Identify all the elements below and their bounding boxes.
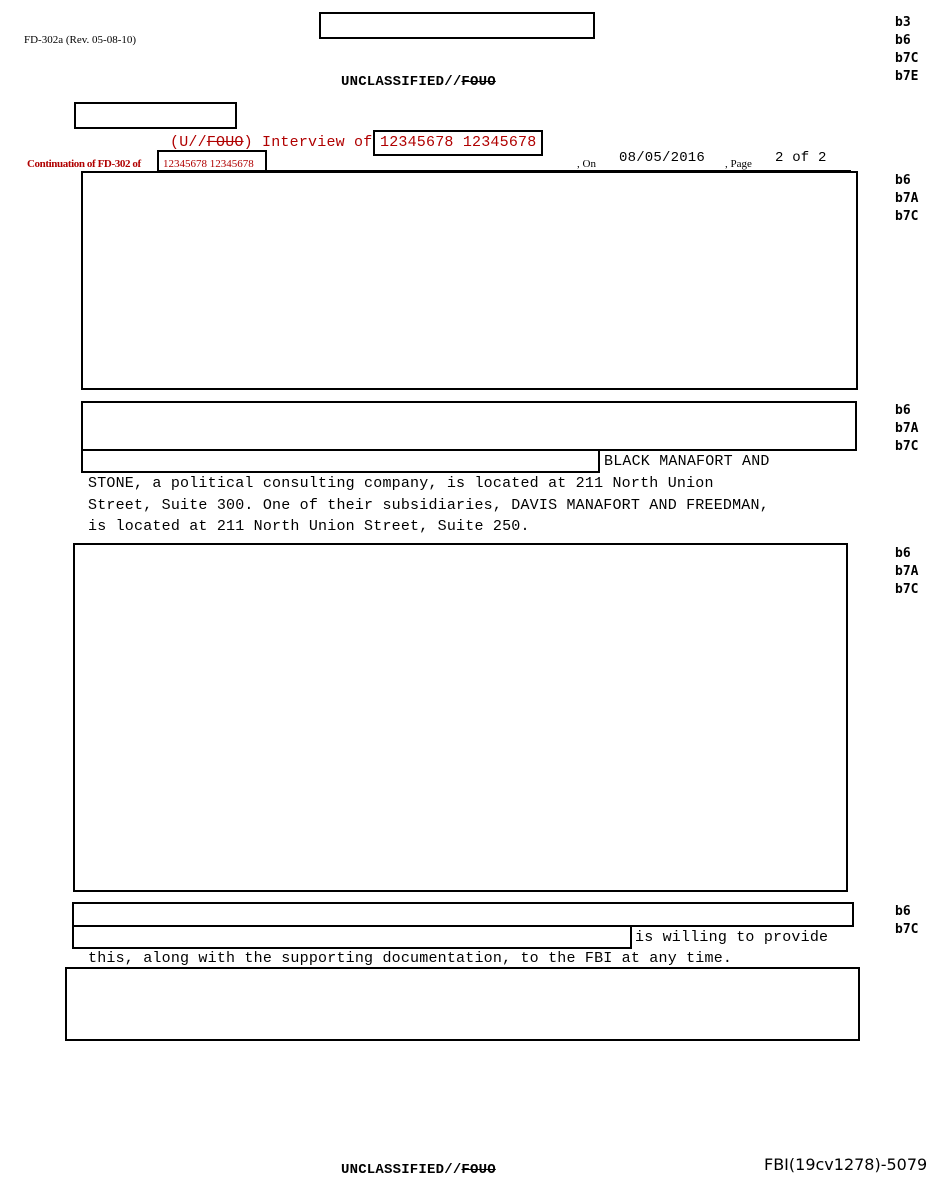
paragraph-2-line-2: this, along with the supporting documentation, to the FBI at any time. bbox=[88, 950, 733, 967]
continuation-on-label: , On bbox=[577, 158, 596, 170]
exemption-code: b7C bbox=[895, 922, 919, 937]
exemption-codes-section1 bbox=[895, 172, 918, 226]
interview-title bbox=[170, 134, 382, 151]
classification-footer bbox=[341, 1162, 496, 1178]
redaction-block-1 bbox=[81, 171, 858, 390]
exemption-code: b7C bbox=[895, 582, 919, 597]
exemption-code: b6 bbox=[895, 33, 911, 48]
continuation-label: Continuation of FD-302 of bbox=[27, 158, 141, 170]
exemption-code: b7A bbox=[895, 564, 919, 579]
exemption-code: b7C bbox=[895, 51, 919, 66]
exemption-code: b7C bbox=[895, 209, 919, 224]
exemption-codes-section3 bbox=[895, 545, 918, 599]
exemption-code: b7C bbox=[895, 439, 919, 454]
continuation-page-label: , Page bbox=[725, 158, 752, 170]
exemption-code: b7A bbox=[895, 191, 919, 206]
exemption-code: b6 bbox=[895, 173, 911, 188]
paragraph-1-line-1: BLACK MANAFORT AND bbox=[604, 453, 770, 470]
exemption-code: b7A bbox=[895, 421, 919, 436]
exemption-codes-section2 bbox=[895, 402, 918, 456]
exemption-code: b3 bbox=[895, 15, 911, 30]
exemption-codes-section4 bbox=[895, 903, 918, 939]
redaction-title-left bbox=[74, 102, 237, 129]
paragraph-1-line-2: STONE, a political consulting company, is located at 211 North Union bbox=[88, 475, 714, 492]
paragraph-1-line-3: Street, Suite 300. One of their subsidiaries, DAVIS MANAFORT AND FREEDMAN, bbox=[88, 497, 769, 514]
continuation-date: 08/05/2016 bbox=[619, 150, 706, 166]
continuation-subject-name: 12345678 12345678 bbox=[163, 158, 254, 170]
classification-prefix: UNCLASSIFIED// bbox=[341, 74, 462, 90]
redaction-header-top bbox=[319, 12, 595, 39]
redaction-block-2 bbox=[81, 401, 857, 451]
redaction-block-5 bbox=[65, 967, 860, 1041]
redaction-block-2b bbox=[81, 449, 600, 473]
paragraph-1-line-4: is located at 211 North Union Street, Suite 250. bbox=[88, 518, 530, 535]
exemption-code: b6 bbox=[895, 403, 911, 418]
exemption-code: b7E bbox=[895, 69, 919, 84]
exemption-code: b6 bbox=[895, 546, 911, 561]
paragraph-2-line-1: is willing to provide bbox=[635, 929, 829, 946]
title-marking-struck: FOUO bbox=[206, 134, 244, 151]
redaction-block-4b bbox=[72, 925, 632, 949]
exemption-codes-top bbox=[895, 14, 918, 86]
bates-number: FBI(19cv1278)-5079 bbox=[764, 1155, 928, 1174]
footer-classification-struck: FOUO bbox=[461, 1162, 496, 1178]
form-number: FD-302a (Rev. 05-08-10) bbox=[24, 34, 137, 46]
title-marking-open: (U// bbox=[170, 134, 207, 151]
redaction-block-4 bbox=[72, 902, 854, 927]
classification-header bbox=[341, 74, 496, 90]
classification-struck: FOUO bbox=[461, 74, 496, 90]
interview-subject-name: 12345678 12345678 bbox=[380, 134, 537, 151]
title-marking-close: ) bbox=[243, 134, 253, 151]
title-interview-label: Interview of bbox=[252, 134, 382, 151]
footer-classification-prefix: UNCLASSIFIED// bbox=[341, 1162, 462, 1178]
continuation-page-value: 2 of 2 bbox=[775, 150, 827, 166]
exemption-code: b6 bbox=[895, 904, 911, 919]
redaction-block-3 bbox=[73, 543, 848, 892]
